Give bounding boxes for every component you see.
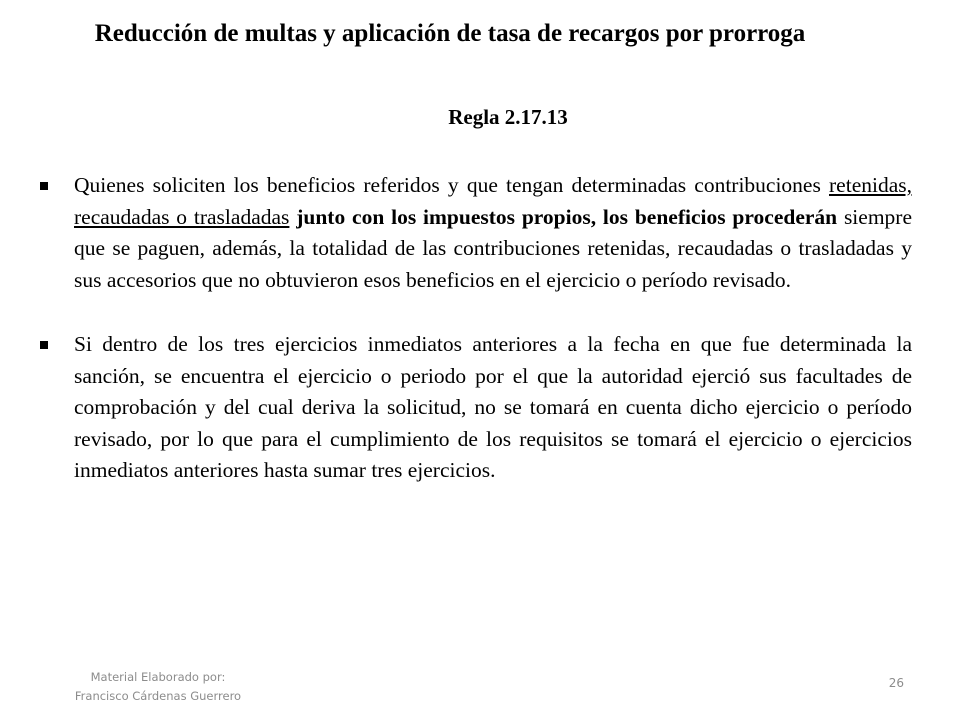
bullet-text: Quienes soliciten los beneficios referidos y que tengan determinadas contribuciones: [74, 173, 830, 197]
bullet-item: [40, 170, 912, 296]
bold-phrase: junto con los impuestos propios, los beneficios procederán: [296, 204, 838, 229]
footer-credit-line2: Francisco Cárdenas Guerrero: [74, 689, 242, 703]
footer-credit-line1: Material Elaborado por:: [90, 670, 226, 684]
bullet-item: [40, 329, 912, 487]
slide-title: Reducción de multas y aplicación de tasa de recargos por prorroga: [94, 20, 806, 47]
bullet-text: Si dentro de los tres ejercicios inmediatos anteriores a la fecha en que fue determinada la sanción, se encuentra el ejercicio o periodo por el que la autoridad ejerció sus facultades de comprobación y del cual deriva la solicitud, no se tomará en cuenta dicho ejercicio o período revisado, por lo que para el cumplimiento de los requisitos se tomará el ejercicio o ejercicios inmediatos anteriores hasta sumar tres ejercicios.: [74, 332, 912, 482]
page-number: 26: [888, 676, 904, 690]
footer-credit: [58, 668, 258, 706]
slide-subtitle: Regla 2.17.13: [448, 105, 568, 129]
bullet-text-continued: siempre que se paguen, además, la totalidad de las contribuciones retenidas, recaudadas o trasladadas y sus accesorios que no obtuvieron esos beneficios en el ejercicio o período revisado.: [74, 204, 913, 292]
square-bullet-icon: [40, 341, 48, 349]
underlined-phrase: retenidas, recaudadas o trasladadas: [74, 173, 912, 229]
bullet-list: [40, 170, 912, 520]
square-bullet-icon: [40, 182, 48, 190]
